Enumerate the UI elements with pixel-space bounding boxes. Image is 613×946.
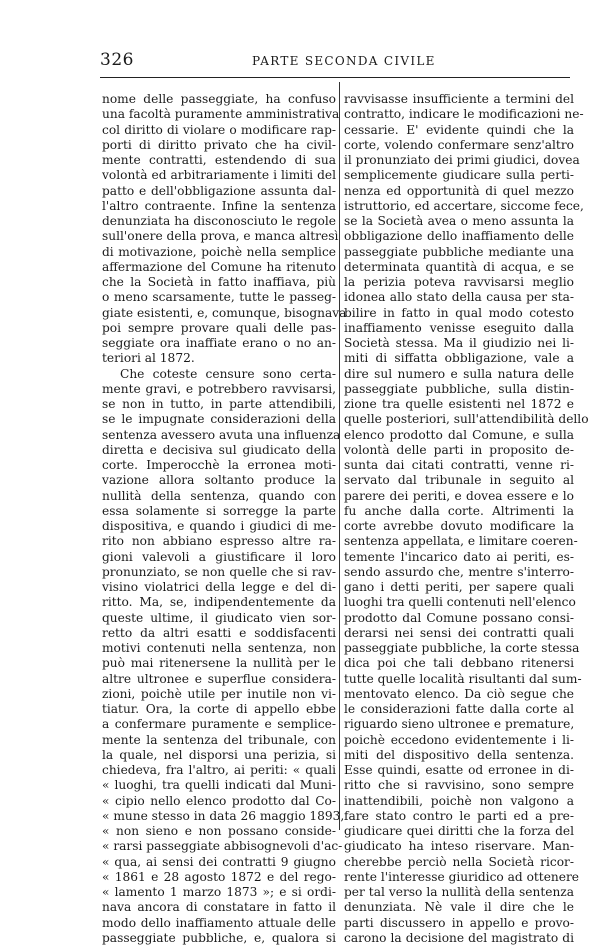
text-line: dispositiva, e quando i giudici di me-: [102, 519, 336, 533]
text-line: miti del dispositivo della sentenza.: [344, 747, 574, 762]
text-line: poi sempre provare quali delle pas-: [102, 320, 336, 335]
text-line: visino violatrici della legge e del di-: [102, 580, 336, 594]
text-line: il pronunziato dei primi giudici, dovea: [344, 153, 580, 167]
column-divider: [339, 82, 340, 830]
left-text-column: [102, 92, 347, 946]
text-line: Che coteste censure sono certa-: [120, 366, 336, 381]
text-line: retto da altri esatti e soddisfacenti: [102, 625, 336, 640]
text-line: mente gravi, e potrebbero ravvisarsi,: [102, 381, 336, 396]
text-line: dire sul numero e sulla natura delle: [344, 366, 574, 381]
text-line: la quale, nel disporsi una perizia, si: [102, 747, 336, 762]
text-line: sentenza avessero avuta una influenza: [102, 427, 341, 442]
text-line: patto e dell'obbligazione assunta dal-: [102, 183, 336, 198]
text-line: rito non abbiano espresso altre ra-: [102, 534, 336, 549]
text-line: denunziata. Nè vale il dire che le: [344, 900, 574, 915]
text-line: « 1861 e 28 agosto 1872 e del rego-: [102, 869, 336, 884]
text-line: la perizia poteva ravvisarsi meglio: [344, 275, 574, 289]
text-line: rente l'interesse giuridico ad ottenere: [344, 869, 580, 884]
text-line: pronunziato, se non quelle che si rav-: [102, 564, 336, 579]
text-line: « luoghi, tra quelli indicati dal Muni-: [102, 778, 336, 793]
text-line: volontà ed arbitrariamente i limiti del: [102, 168, 336, 183]
text-line: istruttorio, ed accertare, siccome fece,: [344, 198, 584, 213]
text-line: a confermare puramente e semplice-: [102, 717, 336, 732]
text-line: contratto, indicare le modificazioni ne-: [344, 107, 584, 122]
text-line: inattendibili, poichè non valgono a: [344, 793, 574, 808]
text-line: parti discussero in appello e provo-: [344, 915, 574, 930]
text-line: Esse quindi, esatte od erronee in di-: [344, 763, 574, 777]
text-line: ritto. Ma, se, indipendentemente da: [102, 595, 336, 610]
text-line: se le impugnate considerazioni della: [102, 412, 336, 427]
text-line: gano i detti periti, per sapere quali: [344, 580, 574, 594]
text-line: chiedeva, fra l'altro, ai periti: « quali: [102, 763, 336, 777]
text-line: essa solamente si sorregge la parte: [102, 503, 336, 518]
text-line: zione tra quelle esistenti nel 1872 e: [344, 397, 574, 411]
text-line: corte. Imperocchè la erronea moti-: [102, 458, 336, 472]
text-line: l'altro contraente. Infine la sentenza: [102, 198, 336, 213]
text-line: di motivazione, poichè nella semplice: [102, 244, 336, 259]
text-line: derarsi nei sensi dei contratti quali: [344, 625, 574, 640]
text-line: cherebbe perciò nella Società ricor-: [344, 854, 574, 869]
page-number: 326: [100, 50, 134, 70]
text-line: passeggiate pubbliche mediante una: [344, 244, 574, 259]
text-line: determinata quantità di acqua, e se: [344, 259, 574, 274]
text-line: nome delle passeggiate, ha confuso: [102, 92, 336, 106]
text-line: ritto che si ravvisino, sono sempre: [344, 778, 574, 793]
text-line: « lamento 1 marzo 1873 »; e si ordi-: [102, 885, 336, 899]
text-line: seggiate ora inaffiate erano o no an-: [102, 336, 336, 350]
text-line: riguardo sieno ultronee e premature,: [344, 717, 575, 732]
text-line: inaffiamento venisse eseguito dalla: [344, 320, 574, 335]
text-line: mente contratti, estendendo di sua: [102, 153, 336, 167]
text-line: mente la sentenza del tribunale, con: [102, 732, 336, 747]
text-line: tiatur. Ora, la corte di appello ebbe: [102, 702, 336, 716]
text-line: gioni valevoli a giustificare il loro: [102, 549, 336, 564]
text-line: dica poi che tali debbano ritenersi: [344, 656, 574, 671]
text-line: se la Società avea o meno assunta la: [344, 214, 574, 228]
text-line: fu anche dalla corte. Altrimenti la: [344, 503, 574, 518]
text-line: « rarsi passeggiate abbisognevoli d'ac-: [102, 839, 343, 854]
text-line: nava ancora di constatare in fatto il: [102, 900, 336, 915]
text-line: motivi contenuti nella sentenza, non: [102, 641, 336, 655]
text-line: giudicato ha inteso riservare. Man-: [344, 839, 574, 854]
text-line: Società stessa. Ma il giudizio nei li-: [344, 336, 574, 350]
text-line: passeggiate pubbliche, e, qualora si: [102, 930, 336, 945]
text-line: diretta e decisiva sul giudicato della: [102, 442, 336, 457]
text-line: sendo assurdo che, mentre s'interro-: [344, 564, 574, 579]
text-line: fare stato contro le parti ed a pre-: [344, 808, 574, 823]
text-line: le considerazioni fatte dalla corte al: [344, 702, 574, 716]
text-line: « cipio nello elenco prodotto dal Co-: [102, 793, 336, 808]
page-header: [100, 50, 570, 72]
text-line: o meno scarsamente, tutte le passeg-: [102, 290, 336, 305]
text-line: sunta dai citati contratti, venne ri-: [344, 458, 574, 472]
text-line: prodotto dal Comune possano consi-: [344, 610, 574, 625]
text-line: che la Società in fatto inaffiava, più: [102, 275, 336, 289]
text-line: carono la decisione del magistrato di: [344, 930, 574, 945]
text-line: col diritto di violare o modificare rap-: [102, 122, 336, 137]
text-line: nenza ed opportunità di quel mezzo: [344, 183, 574, 198]
text-line: idonea allo stato della causa per sta-: [344, 290, 574, 305]
text-line: altre ultronee e superflue considera-: [102, 671, 336, 686]
text-line: servato dal tribunale in seguito al: [344, 473, 574, 488]
text-line: porti di diritto privato che ha civil-: [102, 137, 336, 152]
text-line: poichè eccedono evidentemente i li-: [344, 732, 574, 747]
text-line: ravvisasse insufficiente a termini del: [344, 92, 574, 106]
text-line: nullità della sentenza, quando con: [102, 488, 336, 503]
text-line: elenco prodotto dal Comune, e sulla: [344, 427, 574, 442]
text-line: sull'onere della prova, e manca altresì: [102, 229, 339, 244]
text-line: obbligazione dello inaffiamento delle: [344, 229, 574, 244]
text-line: semplicemente giudicare sulla perti-: [344, 168, 574, 183]
text-line: « qua, ai sensi dei contratti 9 giugno: [102, 854, 336, 869]
text-line: se non in tutto, in parte attendibili,: [102, 397, 336, 411]
text-line: volontà delle parti in proposito de-: [344, 442, 574, 457]
text-line: corte, volendo confermare senz'altro: [344, 137, 574, 152]
text-line: teriori al 1872.: [102, 351, 195, 366]
text-line: modo dello inaffiamento attuale delle: [102, 915, 336, 930]
text-line: giate esistenti, e, comunque, bisognava: [102, 305, 347, 320]
text-line: può mai ritenersene la nullità per le: [102, 656, 336, 671]
text-line: sentenza appellata, e limitare coeren-: [344, 534, 578, 549]
text-line: bilire in fatto in qual modo cotesto: [344, 305, 574, 320]
text-line: zioni, poichè utile per inutile non vi-: [102, 686, 336, 701]
text-line: queste ultime, il giudicato vien sor-: [102, 610, 336, 625]
text-line: temente l'incarico dato ai periti, es-: [344, 549, 574, 564]
text-line: miti di siffatta obbligazione, vale a: [344, 351, 574, 366]
text-line: « mune stesso in data 26 maggio 1893,: [102, 808, 345, 823]
text-line: parere dei periti, e dovea essere e lo: [344, 488, 574, 503]
text-line: denunziata ha disconosciuto le regole: [102, 214, 336, 228]
text-line: vazione allora soltanto produce la: [102, 473, 336, 488]
right-text-column: [344, 92, 589, 946]
text-line: quelle posteriori, sull'attendibilità dello: [344, 412, 589, 427]
header-rule: [100, 77, 570, 78]
text-line: passeggiate pubbliche, la corte stessa: [344, 641, 580, 655]
text-line: corte avrebbe dovuto modificare la: [344, 519, 574, 533]
text-line: per tal verso la nullità della sentenza: [344, 885, 574, 899]
text-line: luoghi tra quelli contenuti nell'elenco: [344, 595, 576, 610]
running-title: PARTE SECONDA CIVILE: [252, 54, 436, 68]
text-line: una facoltà puramente amministrativa: [102, 107, 340, 122]
text-line: mentovato elenco. Da ciò segue che: [344, 686, 574, 701]
text-line: cessarie. E' evidente quindi che la: [344, 122, 574, 137]
text-line: passeggiate pubbliche, sulla distin-: [344, 381, 574, 396]
text-line: tutte quelle località risultanti dal sum-: [344, 671, 582, 686]
text-line: giudicare quei diritti che la forza del: [344, 824, 574, 838]
text-line: « non sieno e non possano conside-: [102, 824, 336, 838]
text-line: affermazione del Comune ha ritenuto: [102, 259, 336, 274]
